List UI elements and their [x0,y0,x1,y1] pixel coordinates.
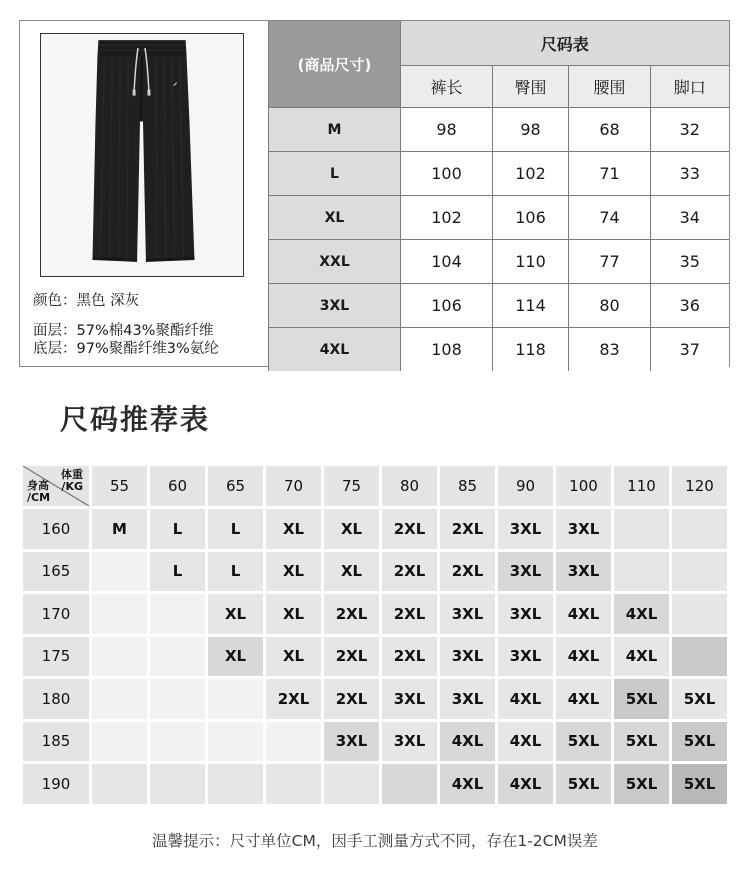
recommended-size-cell: 3XL [498,552,553,592]
recommended-size-cell: 2XL [324,679,379,719]
table-cell: 104 [401,240,493,284]
recommended-size-cell: 3XL [498,594,553,634]
table-cell: 106 [401,284,493,328]
size-label: L [269,152,401,196]
recommended-size-cell: XL [208,637,263,677]
height-label: 165 [23,552,89,592]
table-cell: 83 [569,328,651,372]
recommended-size-cell: 5XL [672,679,727,719]
header-waist: 腰围 [569,66,651,108]
height-label: 185 [23,722,89,762]
recommended-size-cell: 4XL [440,764,495,804]
recommended-size-cell: 3XL [498,509,553,549]
recommended-size-cell [672,552,727,592]
height-label: 160 [23,509,89,549]
table-row [23,552,727,592]
table-row [269,284,729,328]
recommended-size-cell: L [208,552,263,592]
table-row [23,509,727,549]
table-cell: 98 [401,108,493,152]
measurement-tip: 温馨提示：尺寸单位CM，因手工测量方式不同，存在1-2CM误差 [152,832,598,850]
table-cell: 37 [651,328,729,372]
table-cell: 118 [493,328,569,372]
recommended-size-cell [614,552,669,592]
table-cell: 102 [493,152,569,196]
weight-header-100: 100 [556,466,611,506]
recommended-size-cell: 4XL [614,637,669,677]
recommended-size-cell: M [92,509,147,549]
table-row [23,764,727,804]
recommended-size-cell: 5XL [556,764,611,804]
weight-header-120: 120 [672,466,727,506]
header-leg-opening: 脚口 [651,66,729,108]
size-chart-table [268,21,729,371]
recommended-size-cell: 2XL [382,594,437,634]
weight-header-55: 55 [92,466,147,506]
recommended-size-cell: 2XL [382,552,437,592]
recommended-size-cell [150,764,205,804]
recommended-size-cell [92,637,147,677]
table-cell: 71 [569,152,651,196]
recommended-size-cell [150,594,205,634]
weight-header-75: 75 [324,466,379,506]
recommended-size-cell: 2XL [324,637,379,677]
recommended-size-cell [614,509,669,549]
size-label: 3XL [269,284,401,328]
size-label: M [269,108,401,152]
recommended-size-cell: 4XL [556,594,611,634]
table-row [23,679,727,719]
weight-header-60: 60 [150,466,205,506]
recommended-size-cell: XL [266,552,321,592]
table-cell: 100 [401,152,493,196]
recommended-size-cell: XL [324,552,379,592]
recommended-size-cell: 3XL [382,722,437,762]
recommended-size-cell [150,637,205,677]
table-cell: 80 [569,284,651,328]
recommended-size-cell [208,722,263,762]
size-recommendation-grid [20,463,730,807]
table-cell: 68 [569,108,651,152]
size-label: XXL [269,240,401,284]
recommended-size-cell: 3XL [498,637,553,677]
recommended-size-cell: L [208,509,263,549]
recommended-size-cell: 5XL [672,764,727,804]
recommended-size-cell [324,764,379,804]
recommended-size-cell: 2XL [440,552,495,592]
recommended-size-cell [208,764,263,804]
table-cell: 33 [651,152,729,196]
recommended-size-cell: L [150,552,205,592]
recommended-size-cell [150,679,205,719]
table-cell: 77 [569,240,651,284]
table-row [269,240,729,284]
recommended-size-cell: 4XL [498,722,553,762]
recommended-size-cell: XL [208,594,263,634]
grid-corner [23,466,89,506]
table-cell: 106 [493,196,569,240]
weight-axis-label: 体重 /KG [61,468,83,493]
recommended-size-cell [266,722,321,762]
inner-fabric-spec: 底层：97%聚酯纤维3%氨纶 [33,341,219,357]
recommended-size-cell: 4XL [498,764,553,804]
size-label: XL [269,196,401,240]
recommended-size-cell: L [150,509,205,549]
table-cell: 114 [493,284,569,328]
recommended-size-cell [672,594,727,634]
recommended-size-cell: XL [266,594,321,634]
table-cell: 108 [401,328,493,372]
recommended-size-cell [266,764,321,804]
table-row [269,152,729,196]
recommended-size-cell: 4XL [440,722,495,762]
recommended-size-cell: 4XL [614,594,669,634]
table-row [23,637,727,677]
table-cell: 98 [493,108,569,152]
table-cell: 102 [401,196,493,240]
outer-fabric-spec: 面层：57%棉43%聚酯纤维 [33,323,214,339]
recommended-size-cell: 5XL [614,722,669,762]
table-cell: 74 [569,196,651,240]
recommended-size-cell [208,679,263,719]
trousers-illustration [41,34,243,276]
recommended-size-cell: 5XL [614,764,669,804]
height-label: 180 [23,679,89,719]
color-spec: 颜色：黑色 深灰 [33,293,140,309]
recommended-size-cell: 3XL [324,722,379,762]
recommended-size-cell [92,679,147,719]
size-label: 4XL [269,328,401,372]
recommended-size-cell: 3XL [382,679,437,719]
product-spec-panel [19,20,730,367]
recommended-size-cell: 3XL [556,552,611,592]
recommended-size-cell [92,722,147,762]
header-hip: 臀围 [493,66,569,108]
recommended-size-cell: 3XL [440,637,495,677]
weight-header-90: 90 [498,466,553,506]
recommended-size-cell: 4XL [498,679,553,719]
recommended-size-cell [672,637,727,677]
recommended-size-cell: 2XL [324,594,379,634]
product-photo [40,33,244,277]
table-cell: 35 [651,240,729,284]
recommended-size-cell: XL [266,509,321,549]
recommended-size-cell: XL [324,509,379,549]
weight-header-85: 85 [440,466,495,506]
height-axis-label: 身高 /CM [27,479,51,504]
height-label: 170 [23,594,89,634]
recommended-size-cell: 4XL [556,637,611,677]
recommended-size-cell: 3XL [556,509,611,549]
recommended-size-cell: 5XL [556,722,611,762]
recommended-size-cell [150,722,205,762]
recommended-size-cell [92,594,147,634]
product-size-header: (商品尺寸) [269,21,401,108]
recommended-size-cell: XL [266,637,321,677]
recommended-size-cell [92,552,147,592]
recommended-size-cell: 2XL [382,509,437,549]
product-info [20,21,268,366]
table-cell: 36 [651,284,729,328]
table-row [23,722,727,762]
table-cell: 32 [651,108,729,152]
recommended-size-cell [382,764,437,804]
table-row [269,328,729,372]
recommended-size-cell [92,764,147,804]
height-label: 190 [23,764,89,804]
recommended-size-cell [672,509,727,549]
weight-header-70: 70 [266,466,321,506]
weight-header-110: 110 [614,466,669,506]
weight-header-65: 65 [208,466,263,506]
recommended-size-cell: 4XL [556,679,611,719]
weight-header-80: 80 [382,466,437,506]
size-chart-title: 尺码表 [401,21,729,66]
recommended-size-cell: 3XL [440,679,495,719]
weight-header-row [23,466,727,506]
recommendation-title: 尺码推荐表 [60,403,211,436]
recommended-size-cell: 2XL [382,637,437,677]
table-row [269,196,729,240]
table-row [269,108,729,152]
recommended-size-cell: 5XL [614,679,669,719]
table-row [23,594,727,634]
height-label: 175 [23,637,89,677]
recommended-size-cell: 2XL [266,679,321,719]
table-cell: 110 [493,240,569,284]
recommended-size-cell: 3XL [440,594,495,634]
recommended-size-cell: 5XL [672,722,727,762]
header-length: 裤长 [401,66,493,108]
recommended-size-cell: 2XL [440,509,495,549]
table-cell: 34 [651,196,729,240]
